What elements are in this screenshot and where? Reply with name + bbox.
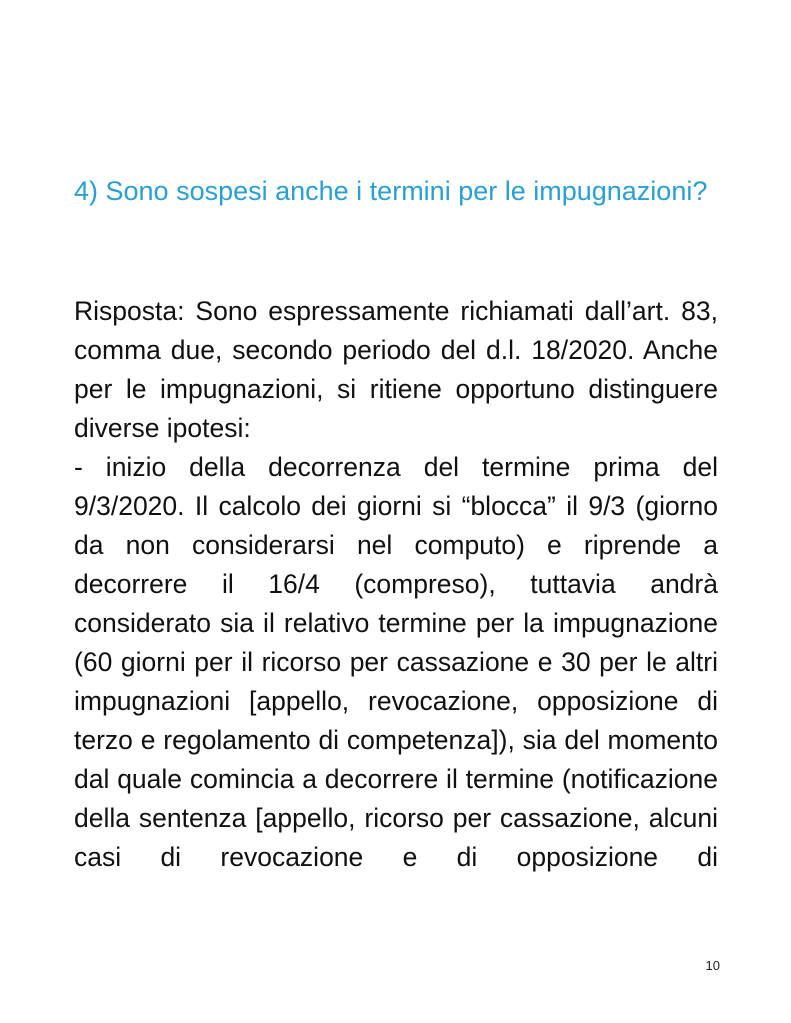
answer-paragraph: Risposta: Sono espressamente richiamati dall’art. 83, comma due, secondo periodo del d.l. 18/2020. Anche per le impugnazioni, si ritiene opportuno distinguere diverse ipotesi:	[74, 296, 718, 443]
section-heading: 4) Sono sospesi anche i termini per le impugnazioni?	[74, 176, 708, 206]
page-number: 10	[705, 958, 720, 973]
body-text	[74, 292, 718, 877]
hypothesis-paragraph: - inizio della decorrenza del termine prima del 9/3/2020. Il calcolo dei giorni si “blocca” il 9/3 (giorno da non considerarsi nel computo) e riprende a decorrere il 16/4 (compreso), tuttavia andrà considerato sia il relativo termine per la impugnazione (60 giorni per il ricorso per cassazione e 30 per le altri impugnazioni [appello, revocazione, opposizione di terzo e regolamento di competenza]), sia del momento dal quale comincia a decorrere il termine (notificazione della sentenza [appello, ricorso per cassazione, alcuni casi di revocazione e di opposizione di	[74, 452, 718, 872]
